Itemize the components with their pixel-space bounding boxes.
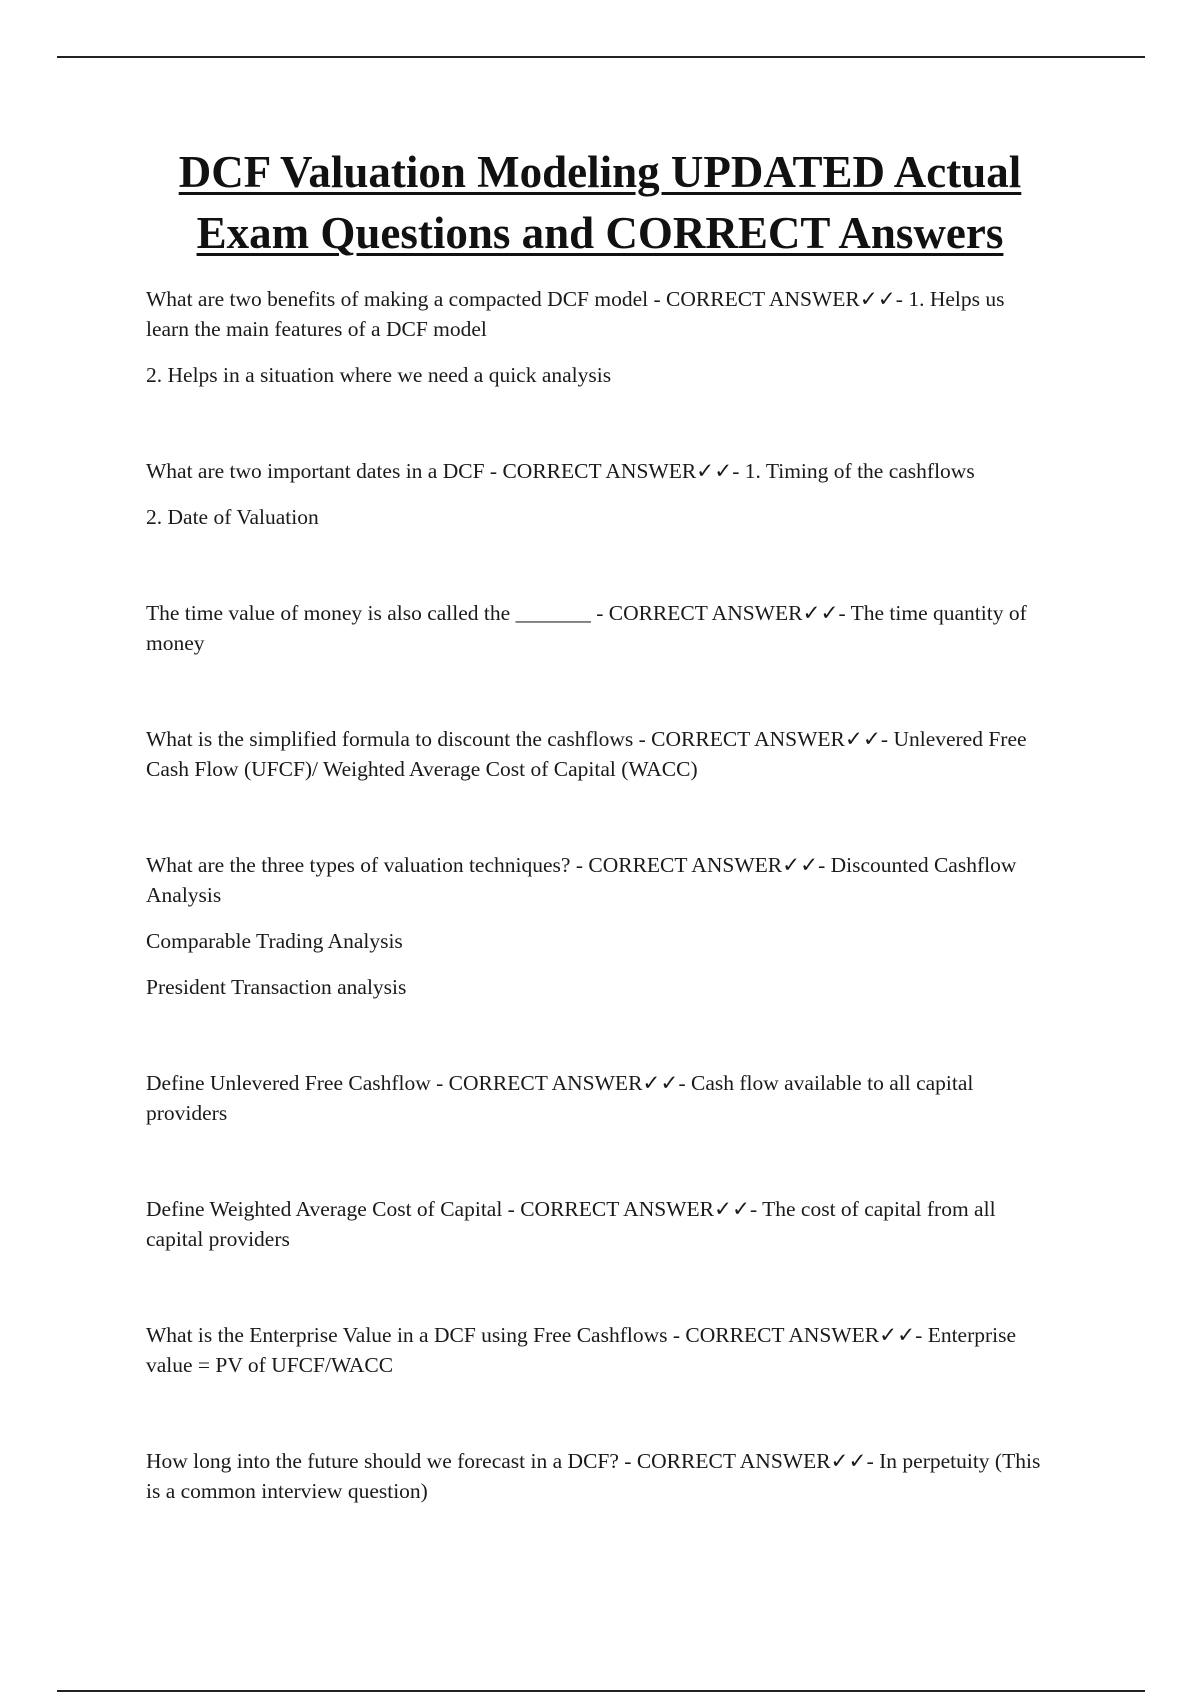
document-title <box>100 142 1100 264</box>
qa-question-answer: Define Weighted Average Cost of Capital - CORRECT ANSWER✓✓- The cost of capital from all capital providers <box>146 1197 996 1251</box>
qa-question-answer: The time value of money is also called the _______ - CORRECT ANSWER✓✓- The time quantity of money <box>146 601 1027 655</box>
qa-question-answer: What is the simplified formula to discount the cashflows - CORRECT ANSWER✓✓- Unlevered Free Cash Flow (UFCF)/ Weighted Average Cost of Capital (WACC) <box>146 727 1027 781</box>
qa-question-answer: What are two important dates in a DCF - CORRECT ANSWER✓✓- 1. Timing of the cashflows <box>146 459 975 483</box>
qa-answer-line: 2. Date of Valuation <box>146 505 319 529</box>
qa-item <box>146 1320 1046 1380</box>
qa-item <box>146 598 1046 658</box>
qa-item <box>146 1194 1046 1254</box>
qa-item <box>146 850 1046 1002</box>
qa-item <box>146 284 1046 390</box>
qa-question-answer: What is the Enterprise Value in a DCF using Free Cashflows - CORRECT ANSWER✓✓- Enterprise value = PV of UFCF/WACC <box>146 1323 1017 1377</box>
qa-question-answer: How long into the future should we forecast in a DCF? - CORRECT ANSWER✓✓- In perpetuity (This is a common interview question) <box>146 1449 1041 1503</box>
bottom-rule <box>57 1690 1145 1692</box>
qa-item <box>146 456 1046 532</box>
qa-item <box>146 1068 1046 1128</box>
title-line-2: Exam Questions and CORRECT Answers <box>196 208 1004 258</box>
title-line-1: DCF Valuation Modeling UPDATED Actual <box>178 147 1022 197</box>
top-rule <box>57 56 1145 58</box>
qa-item <box>146 724 1046 784</box>
qa-answer-line: 2. Helps in a situation where we need a quick analysis <box>146 363 612 387</box>
qa-question-answer: What are the three types of valuation techniques? - CORRECT ANSWER✓✓- Discounted Cashflow Analysis <box>146 853 1017 907</box>
qa-list <box>146 284 1046 1572</box>
qa-question-answer: Define Unlevered Free Cashflow - CORRECT ANSWER✓✓- Cash flow available to all capital providers <box>146 1071 974 1125</box>
qa-answer-line: President Transaction analysis <box>146 975 407 999</box>
qa-item <box>146 1446 1046 1506</box>
qa-question-answer: What are two benefits of making a compacted DCF model - CORRECT ANSWER✓✓- 1. Helps us learn the main features of a DCF model <box>146 287 1005 341</box>
qa-answer-line: Comparable Trading Analysis <box>146 929 403 953</box>
